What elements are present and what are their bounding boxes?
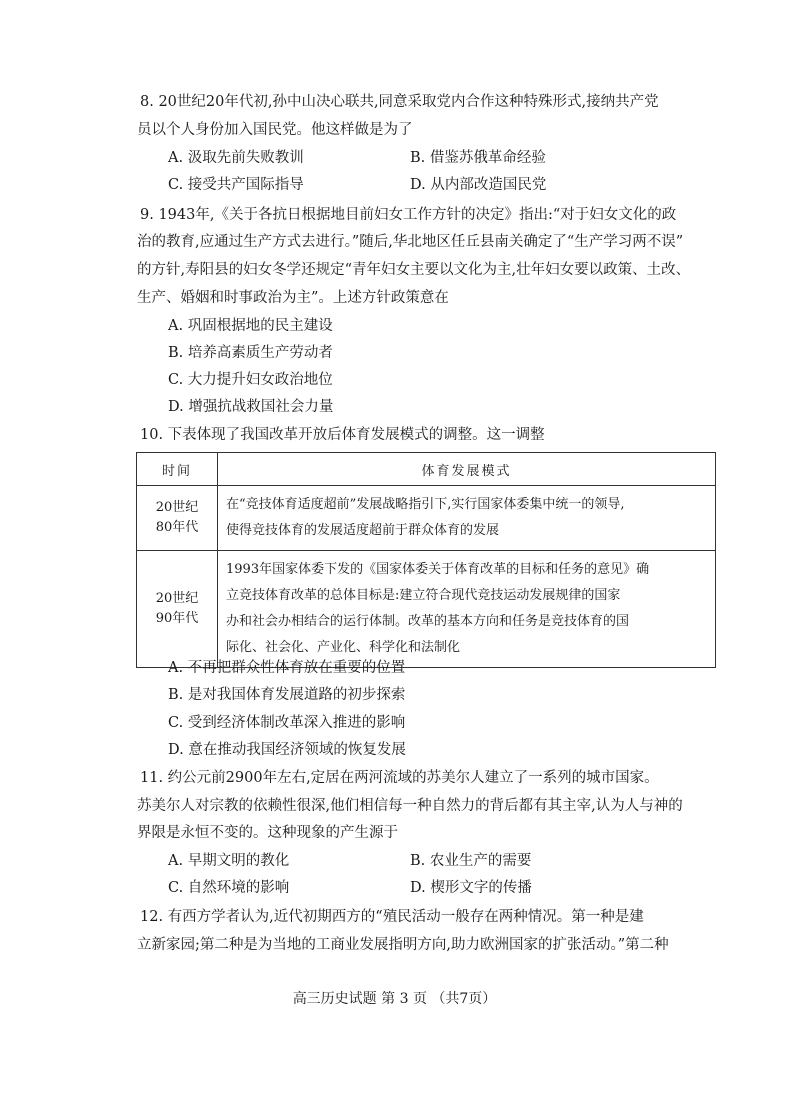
table-header-row <box>137 453 716 486</box>
desc-line: 1993年国家体委下发的《国家体委关于体育改革的目标和任务的意见》确 <box>226 562 650 577</box>
table-cell-time <box>137 486 218 551</box>
q9-option-c: C. 大力提升妇女政治地位 <box>168 372 333 388</box>
time-line: 90年代 <box>155 611 199 626</box>
q9-option-a: A. 巩固根据地的民主建设 <box>168 318 333 334</box>
q9-stem-line-3: 的方针,寿阳县的妇女冬学还规定“青年妇女主要以文化为主,壮年妇女要以政策、土改、 <box>137 262 691 278</box>
q9-stem-line-2: 治的教育,应通过生产方式去进行。”随后,华北地区任丘县南关确定了“生产学习两不误” <box>137 234 684 250</box>
table-row <box>137 551 716 668</box>
table-cell-desc <box>218 486 716 551</box>
desc-line: 在“竞技体育适度超前”发展战略指引下,实行国家体委集中统一的领导, <box>226 497 625 512</box>
sports-mode-table <box>136 452 716 668</box>
q11-option-c: C. 自然环境的影响 <box>168 880 290 896</box>
table-header-time: 时间 <box>137 453 218 486</box>
table-cell-desc <box>218 551 716 668</box>
q8-stem-line-1: 8. 20世纪20年代初,孙中山决心联共,同意采取党内合作这种特殊形式,接纳共产党 <box>140 94 659 110</box>
time-line: 20世纪 <box>155 591 199 606</box>
desc-line: 际化、社会化、产业化、科学化和法制化 <box>226 640 461 655</box>
q11-option-a: A. 早期文明的教化 <box>168 853 290 869</box>
q9-option-d: D. 增强抗战救国社会力量 <box>168 399 334 415</box>
time-line: 80年代 <box>155 520 199 535</box>
desc-line: 使得竞技体育的发展适度超前于群众体育的发展 <box>226 523 500 538</box>
q11-stem-line-3: 界限是永恒不变的。这种现象的产生源于 <box>137 825 398 841</box>
q8-option-b: B. 借鉴苏俄革命经验 <box>410 150 546 166</box>
q9-stem-line-4: 生产、婚姻和时事政治为主”。上述方针政策意在 <box>137 290 449 306</box>
q9-stem-line-1: 9. 1943年,《关于各抗日根据地目前妇女工作方针的决定》指出:“对于妇女文化的政 <box>140 207 677 223</box>
time-line: 20世纪 <box>155 500 199 515</box>
q11-option-d: D. 楔形文字的传播 <box>410 880 532 896</box>
desc-line: 立竞技体育改革的总体目标是:建立符合现代竞技运动发展规律的国家 <box>226 588 621 603</box>
table-header-mode: 体育发展模式 <box>218 453 716 486</box>
q10-option-c: C. 受到经济体制改革深入推进的影响 <box>168 715 406 731</box>
q10-option-a: A. 不再把群众性体育放在重要的位置 <box>168 660 406 676</box>
page-footer: 高三历史试题 第 3 页 （共7页） <box>292 991 497 1007</box>
q10-option-d: D. 意在推动我国经济领域的恢复发展 <box>168 742 406 758</box>
table-row <box>137 486 716 551</box>
q9-option-b: B. 培养高素质生产劳动者 <box>168 345 333 361</box>
q8-stem-line-2: 员以个人身份加入国民党。他这样做是为了 <box>137 122 413 138</box>
q10-option-b: B. 是对我国体育发展道路的初步探索 <box>168 687 406 703</box>
q8-option-c: C. 接受共产国际指导 <box>168 177 304 193</box>
q12-stem-line-1: 12. 有西方学者认为,近代初期西方的“殖民活动一般存在两种情况。第一种是建 <box>140 909 644 925</box>
q11-option-b: B. 农业生产的需要 <box>410 853 532 869</box>
desc-line: 办和社会办相结合的运行体制。改革的基本方向和任务是竞技体育的国 <box>226 614 630 629</box>
q10-stem-line-1: 10. 下表体现了我国改革开放后体育发展模式的调整。这一调整 <box>140 427 545 443</box>
q8-option-d: D. 从内部改造国民党 <box>410 177 547 193</box>
table-cell-time <box>137 551 218 668</box>
q11-stem-line-2: 苏美尔人对宗教的依赖性很深,他们相信每一种自然力的背后都有其主宰,认为人与神的 <box>137 798 683 814</box>
q8-option-a: A. 汲取先前失败教训 <box>168 150 304 166</box>
q11-stem-line-1: 11. 约公元前2900年左右,定居在两河流域的苏美尔人建立了一系列的城市国家。 <box>140 770 659 786</box>
q12-stem-line-2: 立新家园;第二种是为当地的工商业发展指明方向,助力欧洲国家的扩张活动。”第二种 <box>137 937 669 953</box>
